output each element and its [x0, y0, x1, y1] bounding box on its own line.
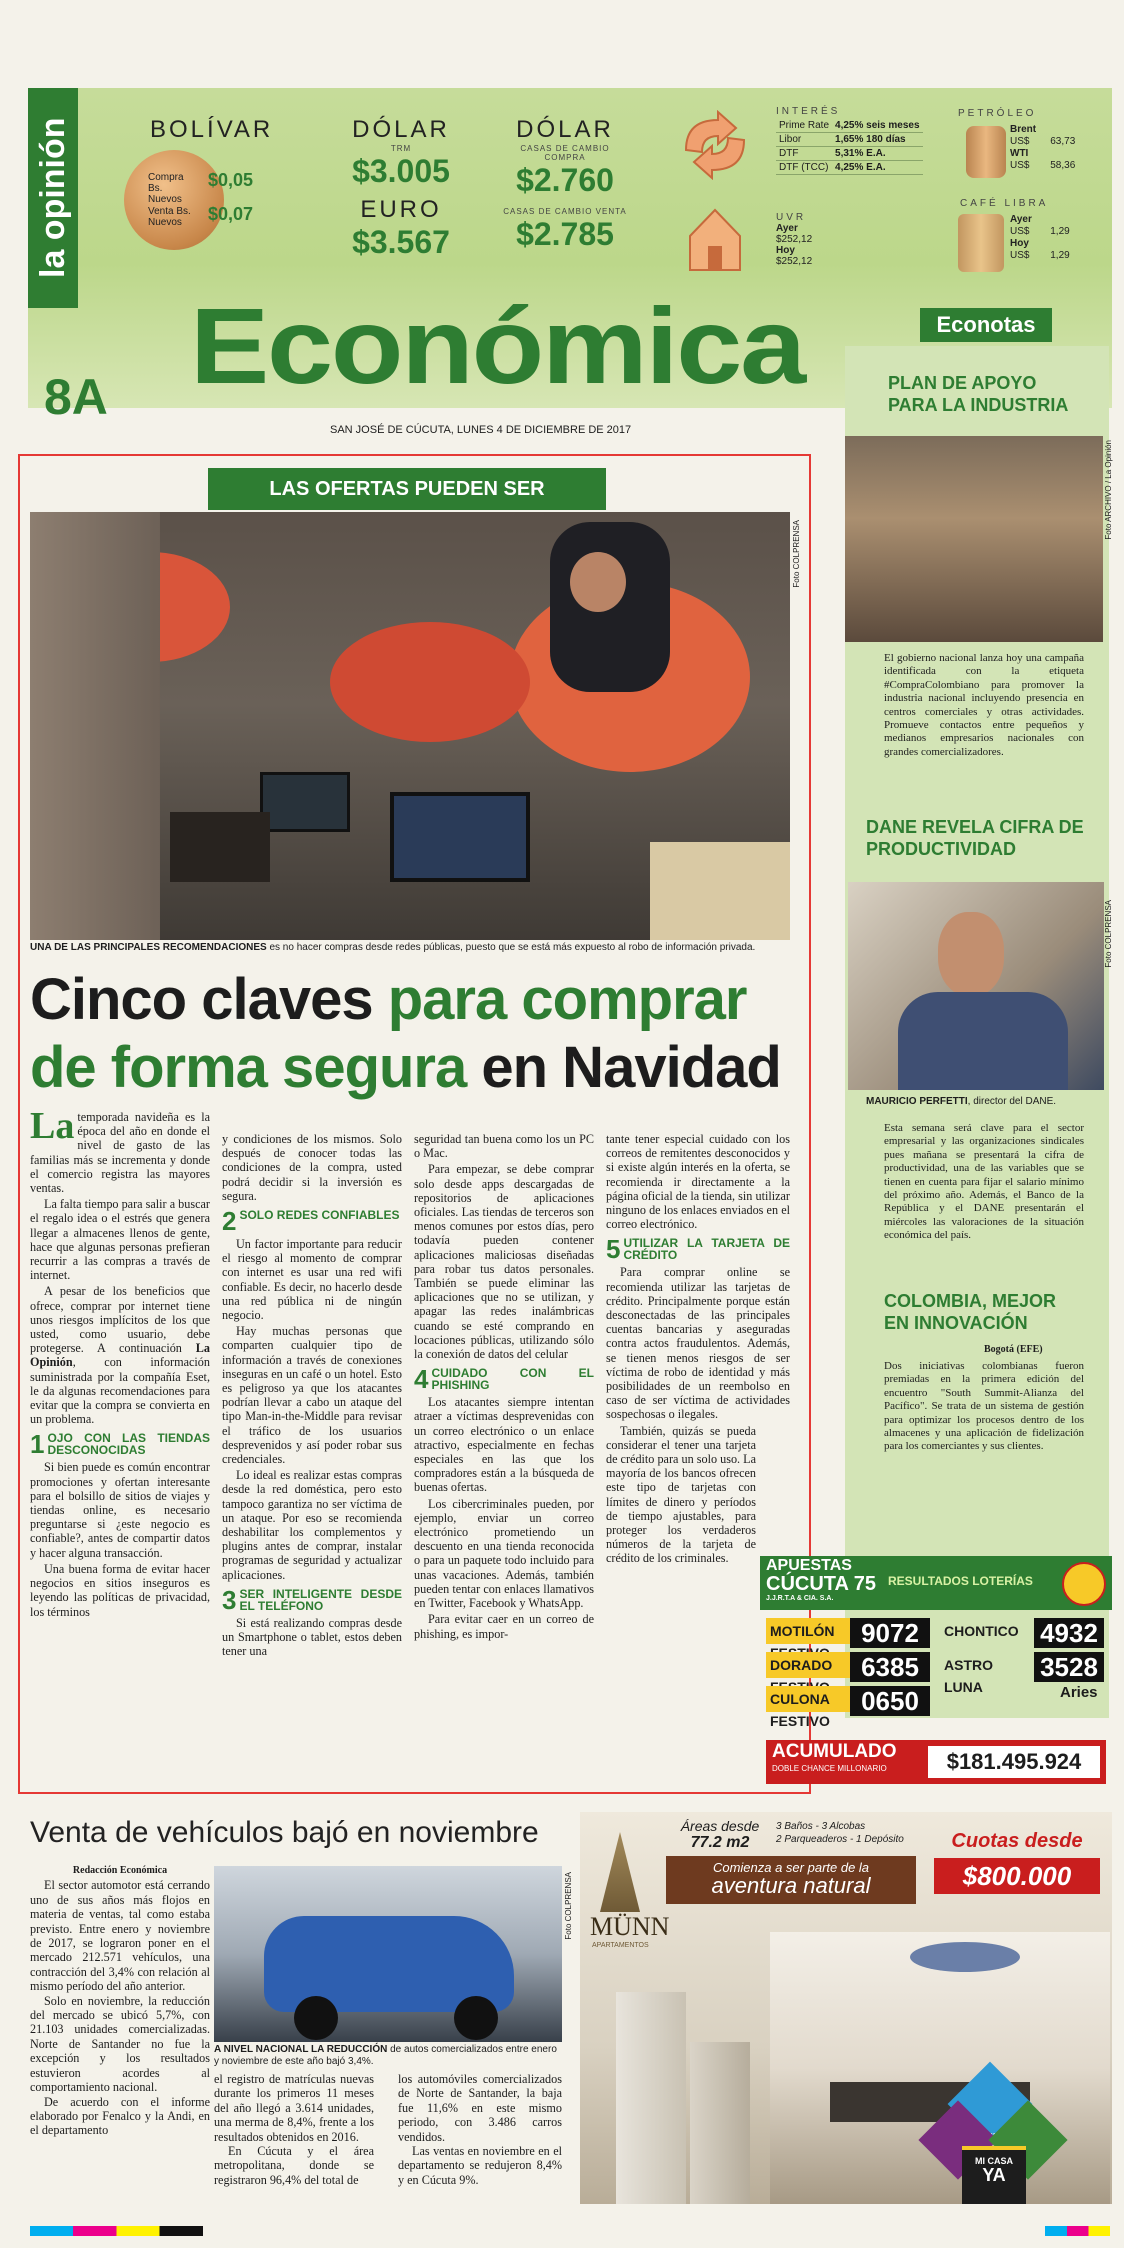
- interes-table: [776, 119, 923, 175]
- paragraph: y condiciones de los mismos. Solo después de conocer todas las condiciones de la compra, usted podrá decidir si la inversión es segura.: [222, 1132, 402, 1203]
- box-shape: [650, 842, 790, 940]
- bottom-column-2: [214, 2072, 374, 2187]
- bolivar-title: BOLÍVAR: [150, 116, 274, 143]
- bottom-column-1: [30, 1864, 210, 2138]
- page-number: 8A: [44, 369, 108, 425]
- interes-row: [776, 161, 923, 175]
- uvr-ayer-value: $252,12: [776, 234, 813, 245]
- ad-brand-sub: APARTAMENTOS: [592, 1942, 649, 1949]
- wti-value: 58,36: [1050, 160, 1076, 171]
- ad-slogan: Comienza a ser parte de la aventura natural: [666, 1856, 916, 1904]
- headline: [30, 966, 790, 1102]
- interior-photo: [770, 1932, 1110, 2204]
- subheading: 2 SOLO REDES CONFIABLES: [222, 1206, 400, 1237]
- coffee-sack-icon: [958, 214, 1004, 272]
- car-photo: [214, 1866, 562, 2042]
- dolar-casas-sell-value: $2.785: [516, 216, 614, 252]
- sidebar-label: Econotas: [920, 308, 1052, 342]
- uvr-hoy-value: $252,12: [776, 256, 813, 267]
- interes-row-label: DTF (TCC): [776, 161, 832, 175]
- uvr-title: UVR: [776, 212, 807, 223]
- lamp-shape: [910, 1942, 1020, 1972]
- ad-features: 3 Baños - 3 Alcobas 2 Parqueaderos - 1 Depósito: [776, 1821, 904, 1845]
- headline-line: [30, 1034, 790, 1102]
- mi-casa-ya-badge: MI CASA YA: [962, 2146, 1026, 2204]
- acumulado-sub: DOBLE CHANCE MILLONARIO: [772, 1764, 887, 1773]
- bolivar-sell-label: Venta Bs. Nuevos: [148, 206, 191, 228]
- lottery-logo-icon: [1062, 1562, 1106, 1606]
- brent-value: 63,73: [1050, 136, 1076, 147]
- petroleo-values: [1010, 124, 1075, 172]
- sidebar-item-text: Dos iniciativas colombianas fueron premiadas en la primera edición del encuentro "South Summit-Alianza del Pacífico". Se trata de un sistema de gestión para optimizar los procesos dentro de los almacenes y una aplicación de fidelización para los comerciantes y sus clientes.: [884, 1360, 1084, 1453]
- wheel-shape: [454, 1996, 498, 2040]
- paragraph: A pesar de los beneficios que ofrece, comprar por internet tiene unos riesgos implícitos de los que usted, como usuario, debe protegerse. A continuación La Opinión, con información suministrada por la compañía Eset, le da algunas recomendaciones para evitar que la compra se convierta en un problema.: [30, 1284, 210, 1427]
- dateline: SAN JOSÉ DE CÚCUTA, LUNES 4 DE DICIEMBRE DE 2017: [330, 424, 632, 436]
- paragraph: Lo ideal es realizar estas compras desde la red doméstica, pero esto tampoco garantiza no ser víctima de un ataque. Por eso se recomienda deshabilitar los complementos y plugins antes de comprar, instalar programas de seguridad y actualizar aplicaciones.: [222, 1468, 402, 1582]
- cafe-values: [1010, 214, 1070, 262]
- dolar-trm-sub: TRM: [390, 144, 412, 153]
- paragraph: El sector automotor está cerrando uno de sus años más flojos en materia de ventas, tal como estaba previsto. Entre enero y noviembre de 2017, se lograron poner en el mercado 212.571 vehículos, una contracción del 3,4% con relación al mismo período del año anterior.: [30, 1878, 210, 1994]
- paragraph: Solo en noviembre, la reducción del mercado se ubicó 5,7%, con 21.103 unidades comercializadas. Norte de Santander no fue la excepción y los resultados estuvieron acordes al comportamiento nacional.: [30, 1993, 210, 2095]
- wti-label: WTI: [1010, 148, 1029, 159]
- paragraph: Si bien puede es común encontrar promociones y ofertan interesante para el bolsillo de sitios de viajes y tiendas online, es necesario preguntarse si ¿este negocio es confiable?, antes de compartir datos y hacer alguna transacción.: [30, 1460, 210, 1560]
- cafe-hoy-label: Hoy: [1010, 238, 1029, 249]
- sidebar-caption: MAURICIO PERFETTI, director del DANE.: [866, 1096, 1057, 1107]
- house-icon: [682, 200, 748, 276]
- tower-shape: [616, 1992, 686, 2204]
- dolar-casas-title: DÓLAR: [516, 116, 614, 143]
- paragraph: Si está realizando compras desde un Smartphone o tablet, estos deben tener una: [222, 1615, 402, 1659]
- tablet-shape: [170, 812, 270, 882]
- dolar-casas-sell-sub: CASAS DE CAMBIO VENTA: [503, 207, 627, 216]
- story-column-4: [606, 1132, 790, 1568]
- headline-text-green: para comprar: [387, 967, 747, 1032]
- paragraph: En Cúcuta y el área metropolitana, donde se registraron 96,4% del total de: [214, 2144, 374, 2187]
- interes-row: [776, 119, 923, 133]
- paragraph: Para comprar online se recomienda utilizar las tarjetas de crédito. Principalmente porque están desconectadas de las principales cuentas bancarias y aseguradas contra actos fraudulentos. Además, se tienen menos riesgos de ser víctima de robo de identidad y más posibilidades de un reembolso en caso de ser víctima de actividades sospechosas o ilegales.: [606, 1265, 790, 1422]
- tower-shape: [690, 2042, 750, 2204]
- interes-row-label: Prime Rate: [776, 119, 832, 133]
- dolar-trm-title: DÓLAR: [352, 116, 450, 143]
- paragraph: Las ventas en noviembre en el departamento se redujeron 8,4% y en Cúcuta 9%.: [398, 2144, 562, 2187]
- paragraph: Hay muchas personas que comparten cualquier tipo de información a través de conexiones inseguras en un café o un hotel. Esto es peligroso ya que los atacantes podrían llevar a cabo un ataque del tipo Man-in-the-Middle para revisar el tráfico de los usuarios desprevenidos y así poder robar sus credenciales.: [222, 1324, 402, 1467]
- ad-cuotas-value: $800.000: [934, 1858, 1100, 1894]
- lottery-row: ASTRO LUNA 3528: [940, 1652, 1104, 1682]
- bottom-caption: A NIVEL NACIONAL LA REDUCCIÓN de autos comercializados entre enero y noviembre de este año bajó 3,4%.: [214, 2044, 557, 2067]
- lottery-box: [760, 1556, 1112, 1794]
- interes-title: INTERÉS: [776, 106, 841, 117]
- lottery-row: CHONTICO 4932: [940, 1618, 1104, 1648]
- interes-row-value: 1,65% 180 días: [832, 133, 923, 147]
- paragraph: Una buena forma de evitar hacer negocios en sitios inseguros es leyendo las políticas de privacidad, los términos: [30, 1561, 210, 1619]
- cafe-ayer-label: Ayer: [1010, 214, 1032, 225]
- dolar-casas-block: [500, 116, 630, 253]
- sidebar-photo-fair: [845, 436, 1103, 642]
- dolar-casas-buy-value: $2.760: [516, 162, 614, 198]
- paragraph: También, quizás se pueda considerar el tener una tarjeta de crédito para un solo uso. La mayoría de los bancos ofrecen este tipo de tarjetas con límites de dinero y períodos de tiempo ajustables, para proteger los verdaderos números de la tarjeta de crédito de los criminales.: [606, 1423, 756, 1566]
- uvr-hoy-label: Hoy: [776, 245, 795, 256]
- paragraph: Para evitar caer en un correo de phishing, es impor-: [414, 1612, 594, 1641]
- brent-currency: US$: [1010, 136, 1030, 147]
- petroleo-title: PETRÓLEO: [958, 108, 1037, 119]
- story-column-3: [414, 1132, 594, 1643]
- newspaper-logo: la opinión: [28, 88, 78, 308]
- subheading: 3 SER INTELIGENTE DESDE EL TELÉFONO: [222, 1584, 402, 1615]
- interes-row-label: DTF: [776, 147, 832, 161]
- interes-block: [776, 106, 936, 175]
- bolivar-buy-value: $0,05: [208, 170, 254, 190]
- laptop-shape: [260, 772, 350, 832]
- beanbag-shape: [330, 622, 530, 742]
- dolar-casas-buy-sub: CASAS DE CAMBIO COMPRA: [520, 144, 610, 162]
- euro-title: EURO: [360, 196, 442, 223]
- headline-text: en Navidad: [466, 1035, 781, 1100]
- dolar-trm-value: $3.005: [352, 153, 450, 189]
- uvr-block: [776, 212, 812, 267]
- photo-credit: Foto COLPRENSA: [564, 1872, 573, 1940]
- dolar-trm-block: [336, 116, 466, 261]
- petroleo-block: [958, 108, 1108, 119]
- cafe-ayer-currency: US$: [1010, 226, 1030, 237]
- cafe-title: CAFÉ LIBRA: [960, 198, 1049, 209]
- interes-row-value: 5,31% E.A.: [832, 147, 923, 161]
- cafe-ayer-value: 1,29: [1050, 226, 1070, 237]
- headline-text: Cinco claves: [30, 967, 388, 1032]
- wheel-shape: [294, 1996, 338, 2040]
- headline-text-green: de forma segura: [30, 1035, 467, 1100]
- sidebar-item-text: El gobierno nacional lanza hoy una campaña identificada con la etiqueta #CompraColombiano para promover la industria nacional incluyendo presencia en centros comerciales y otras actividades. Promueve contactos entre pequeños y medianos empresarios nacionales con grandes comercializadores.: [884, 652, 1084, 758]
- zodiac-sign: Aries: [1060, 1684, 1098, 1701]
- story-kicker: LAS OFERTAS PUEDEN SER: [208, 468, 606, 510]
- interes-row-value: 4,25% E.A.: [832, 161, 923, 175]
- exchange-arrows-icon: [678, 110, 752, 180]
- caption-lead: UNA DE LAS PRINCIPALES RECOMENDACIONES: [30, 942, 267, 953]
- bolivar-sell-value: $0,07: [208, 204, 254, 224]
- photo-caption: [30, 942, 790, 953]
- sidebar-item-text: Esta semana será clave para el sector empresarial y las organizaciones sindicales pues mañana se presentará la cifra de productividad, una de las variables que se tienen en cuenta para fijar el salario mínimo del próximo año. Además, el Banco de la República y el DANE presentarán el miércoles las valoraciones de la situación económica del país.: [884, 1122, 1084, 1242]
- story-column-2: [222, 1132, 402, 1661]
- laptop-shape: [390, 792, 530, 882]
- uvr-ayer-label: Ayer: [776, 223, 798, 234]
- lottery-row: DORADO 6385: [766, 1652, 930, 1682]
- paragraph: Los atacantes siempre intentan atraer a víctimas desprevenidas con un correo electrónico o un enlace atractivo, especialmente en fechas especiales en las que los compradores están a la búsqueda de buenas ofertas.: [414, 1395, 594, 1495]
- interes-row-label: Libor: [776, 133, 832, 147]
- print-color-bar: [30, 2226, 1110, 2236]
- paragraph: La falta tiempo para salir a buscar el regalo idea o el estrés que genera llegar a almacenes llenos de gente, hace que algunas personas prefieran recurrir a las compras a través de internet.: [30, 1197, 210, 1283]
- interes-row-value: 4,25% seis meses: [832, 119, 923, 133]
- ad-brand: MÜNN: [590, 1912, 670, 1941]
- headline-line: [30, 966, 790, 1034]
- euro-value: $3.567: [352, 224, 450, 260]
- bamboo-logo-icon: [600, 1832, 640, 1912]
- sidebar-item-title: COLOMBIA, MEJOR EN INNOVACIÓN: [884, 1291, 1057, 1333]
- sidebar-item-title: PLAN DE APOYO PARA LA INDUSTRIA: [888, 373, 1069, 415]
- real-estate-ad[interactable]: [580, 1812, 1112, 2204]
- photo-credit: Foto COLPRENSA: [1104, 900, 1113, 968]
- paragraph: los automóviles comercializados de Norte de Santander, la baja fue 11,6% en este mismo periodo, con 3.486 carros vendidos.: [398, 2072, 562, 2144]
- lottery-row: MOTILÓN 9072: [766, 1618, 930, 1648]
- story-column-1: [30, 1105, 210, 1621]
- paragraph: Para empezar, se debe comprar solo desde apps descargadas de repositorios de aplicaciones oficiales. Las tiendas de terceros son menos comunes por estos días, pero todavía pueden contener aplicaciones maliciosas diseñadas para robar tus datos personales. También se puede eliminar las aplicaciones que no se utilizan, y apagar las redes inalámbricas cuando se esté comprando en locaciones públicas, utilizando sólo la conexión de datos del celular: [414, 1162, 594, 1362]
- bolivar-block: [150, 116, 273, 144]
- byline: Redacción Económica: [72, 1865, 168, 1876]
- ad-areas: Áreas desde 77.2 m2: [680, 1818, 760, 1851]
- main-story-photo: [30, 512, 790, 940]
- brent-label: Brent: [1010, 124, 1037, 135]
- subheading: 5 UTILIZAR LA TARJETA DE CRÉDITO: [606, 1234, 790, 1265]
- paragraph: Un factor importante para reducir el riesgo al momento de comprar con internet es usar una red wifi confiable. Es decir, no hacerlo desde una red pública ni de ningún negocio.: [222, 1237, 402, 1323]
- photo-credit: Foto COLPRENSA: [792, 520, 801, 588]
- bolivar-buy-label: Compra Bs. Nuevos: [148, 172, 184, 205]
- drop-cap: La: [30, 1105, 75, 1147]
- lottery-brand: APUESTAS CÚCUTA 75 J.J.R.T.A & CIA. S.A.: [766, 1557, 877, 1602]
- cafe-hoy-value: 1,29: [1050, 250, 1070, 261]
- person-shape: [30, 512, 160, 940]
- lottery-title: RESULTADOS LOTERÍAS: [888, 1574, 1033, 1588]
- sidebar-source: Bogotá (EFE): [984, 1344, 1043, 1355]
- wti-currency: US$: [1010, 160, 1030, 171]
- oil-barrel-icon: [966, 126, 1006, 178]
- paragraph: seguridad tan buena como los un PC o Mac.: [414, 1132, 594, 1161]
- bottom-column-3: [398, 2072, 562, 2187]
- paragraph: el registro de matrículas nuevas durante los primeros 11 meses del año llegó a 3.614 unidades, una merma de 8,4%, frente a los resultados obtenidos en 2016.: [214, 2072, 374, 2144]
- sidebar-photo-perfetti: [848, 882, 1104, 1090]
- person-shape: [898, 992, 1068, 1090]
- cafe-hoy-currency: US$: [1010, 250, 1030, 261]
- subheading: 4 CUIDADO CON EL PHISHING: [414, 1364, 594, 1395]
- paragraph: Los cibercriminales pueden, por ejemplo, enviar un correo electrónico prometiendo un descuento en una tienda reconocida o para un paquete todo incluido para unas vacaciones. Además, también pueden tentar con enlaces llamativos en Twitter, Facebook y WhatsApp.: [414, 1496, 594, 1611]
- acumulado-label: ACUMULADO: [772, 1741, 897, 1762]
- ad-cuotas: Cuotas desde: [951, 1830, 1083, 1852]
- photo-credit: Foto ARCHIVO / La Opinión: [1104, 440, 1113, 540]
- interes-row: [776, 147, 923, 161]
- paragraph: La temporada navideña es la época del año en donde el nivel de gasto de las familias más se incrementa y donde el comercio registra las mayores ventas.: [30, 1105, 210, 1196]
- section-title: Económica: [190, 285, 805, 406]
- sidebar-item-title: DANE REVELA CIFRA DE PRODUCTIVIDAD: [866, 817, 1084, 859]
- interes-row: [776, 133, 923, 147]
- person-head: [938, 912, 1004, 996]
- caption-text: es no hacer compras desde redes públicas, puesto que se está más expuesto al robo de información privada.: [266, 942, 756, 953]
- bottom-headline: Venta de vehículos bajó en noviembre: [30, 1816, 539, 1849]
- lottery-row: CULONA FESTIVO 0650: [766, 1686, 930, 1716]
- cafe-block: [960, 198, 1048, 209]
- person-head: [570, 552, 626, 612]
- paragraph: tante tener especial cuidado con los correos de remitentes desconocidos y si existe algún interés en la oferta, se recomienda ir directamente a la página oficial de la tienda, sin utilizar ninguno de los enlaces enviados en el correo electrónico.: [606, 1132, 790, 1232]
- paragraph: De acuerdo con el informe elaborado por Fenalco y la Andi, en el departamento: [30, 2094, 210, 2138]
- acumulado-value: $181.495.924: [928, 1746, 1100, 1778]
- subheading: 1 OJO CON LAS TIENDAS DESCONOCIDAS: [30, 1429, 210, 1460]
